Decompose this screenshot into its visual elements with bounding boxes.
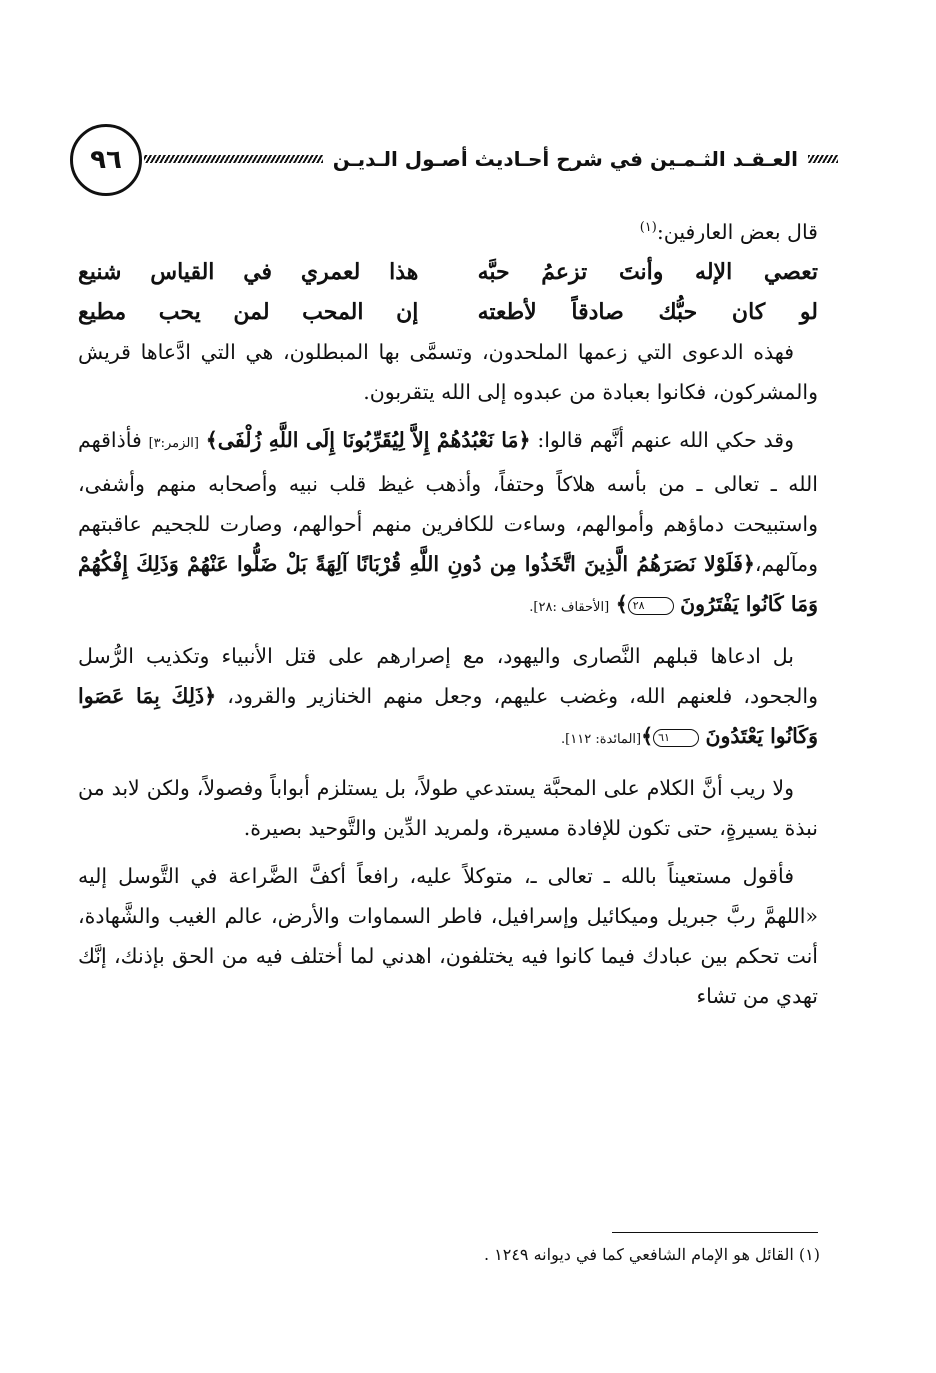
- paragraph-1-text: فهذه الدعوى التي زعمها الملحدون، وتسمَّى بها المبطلون، هي التي ادَّعاها قريش والمشركون، فكانوا بعبادة من عبدوه إلى الله يتقربون.: [78, 340, 818, 404]
- poem-line-2-second-hemistich: إن المحب لمن يحب مطيع: [78, 299, 419, 325]
- header-ornament-right: [808, 155, 838, 163]
- quran-quote-zumar: ﴿مَا نَعْبُدُهُمْ إِلاَّ لِيُقَرِّبُونَا إِلَى اللَّهِ زُلْفَى﴾: [205, 428, 531, 452]
- header-ornament-left: [144, 155, 323, 163]
- footnote-separator: [612, 1232, 818, 1233]
- quran-quote-ahqaf: ﴿فَلَوْلا نَصَرَهُمُ الَّذِينَ اتَّخَذُوا مِن دُونِ اللَّهِ قُرْبَانًا آلِهَةً بَلْ ضَلُّوا عَنْهُمْ وَذَلِكَ إِفْكُهُمْ وَمَا كَانُوا يَفْتَرُونَ: [78, 552, 818, 616]
- quran-close-bracket-maidah: ﴾: [641, 724, 654, 748]
- page-number: ٩٦: [70, 124, 142, 196]
- poem-line-1: [78, 252, 818, 292]
- citation-ahqaf: [الأحقاف :٢٨].: [529, 600, 610, 615]
- poem-line-2-first-hemistich: لو كان حبُّك صادقاً لأطعته: [477, 299, 818, 325]
- paragraph-4: [78, 768, 818, 848]
- citation-maidah: [المائدة: ١١٢].: [561, 732, 642, 747]
- quran-quote-maidah: ﴿ذَلِكَ بِمَا عَصَوا وَكَانُوا يَعْتَدُونَ: [78, 684, 818, 748]
- poem-line-1-first-hemistich: تعصي الإله وأنتَ تزعمُ حبَّه: [477, 259, 818, 285]
- poem-intro-text: قال بعض العارفين:: [656, 220, 818, 244]
- paragraph-5-text: فأقول مستعيناً بالله ـ تعالى ـ، متوكلاً عليه، رافعاً أكفَّ الضَّراعة في التَّوسل إليه «اللهمَّ ربَّ جبريل وميكائيل وإسرافيل، فاطر السماوات والأرض، عالم الغيب والشَّهادة، أنت تحكم بين عبادك فيما كانوا فيه يختلفون، اهدني لما أختلف فيه من الحق بإذنك، إنَّك تهدي من تشاء: [78, 864, 818, 1008]
- poem-line-1-second-hemistich: هذا لعمري في القياس شنيع: [78, 259, 419, 285]
- paragraph-2: [78, 420, 818, 628]
- main-text: [78, 212, 818, 1016]
- page-header: [70, 118, 838, 198]
- paragraph-3-body: بل ادعاها قبلهم النَّصارى واليهود، مع إصرارهم على قتل الأنبياء وتكذيب الرُّسل والجحود، فلعنهم الله، وغضب عليهم، وجعل منهم الخنازير والقرود،: [78, 644, 818, 708]
- paragraph-2-body: فأذاقهم الله ـ تعالى ـ من بأسه هلاكاً وحتفاً، وأذهب غيظ قلب نبيه وأصحابه منهم وأشفى، واستبيحت دماؤهم وأموالهم، وساءت للكافرين منهم أحوالهم، وصارت للجحيم عاقبتهم ومآلهم،: [78, 428, 818, 576]
- poem-line-2: [78, 292, 818, 332]
- poem-intro: [78, 212, 818, 252]
- header-rule: [144, 147, 838, 171]
- verse-number-ahqaf: ٢٨: [628, 597, 674, 615]
- quran-close-bracket-ahqaf: ﴾: [615, 592, 628, 616]
- poem: [78, 252, 818, 332]
- footnote: (١) القائل هو الإمام الشافعي كما في ديوانه ١٢٤٩ .: [483, 1245, 820, 1264]
- running-title: العـقـد الثـمـين في شرح أحـاديث أصـول الـديـن: [332, 147, 798, 171]
- footnote-marker: (١): [639, 220, 657, 236]
- verse-number-maidah: ٦١: [653, 729, 699, 747]
- paragraph-3: [78, 636, 818, 760]
- paragraph-2-intro: وقد حكي الله عنهم أنَّهم قالوا:: [537, 428, 794, 452]
- citation-zumar: [الزمر:٣]: [148, 436, 199, 451]
- paragraph-1: [78, 332, 818, 412]
- paragraph-5: [78, 856, 818, 1016]
- paragraph-4-text: ولا ريب أنَّ الكلام على المحبَّة يستدعي طولاً، بل يستلزم أبواباً وفصولاً، ولكن لابد من نبذة يسيرةٍ، حتى تكون للإفادة مسيرة، ولمريد الدِّين والتَّوحيد بصيرة.: [78, 776, 818, 840]
